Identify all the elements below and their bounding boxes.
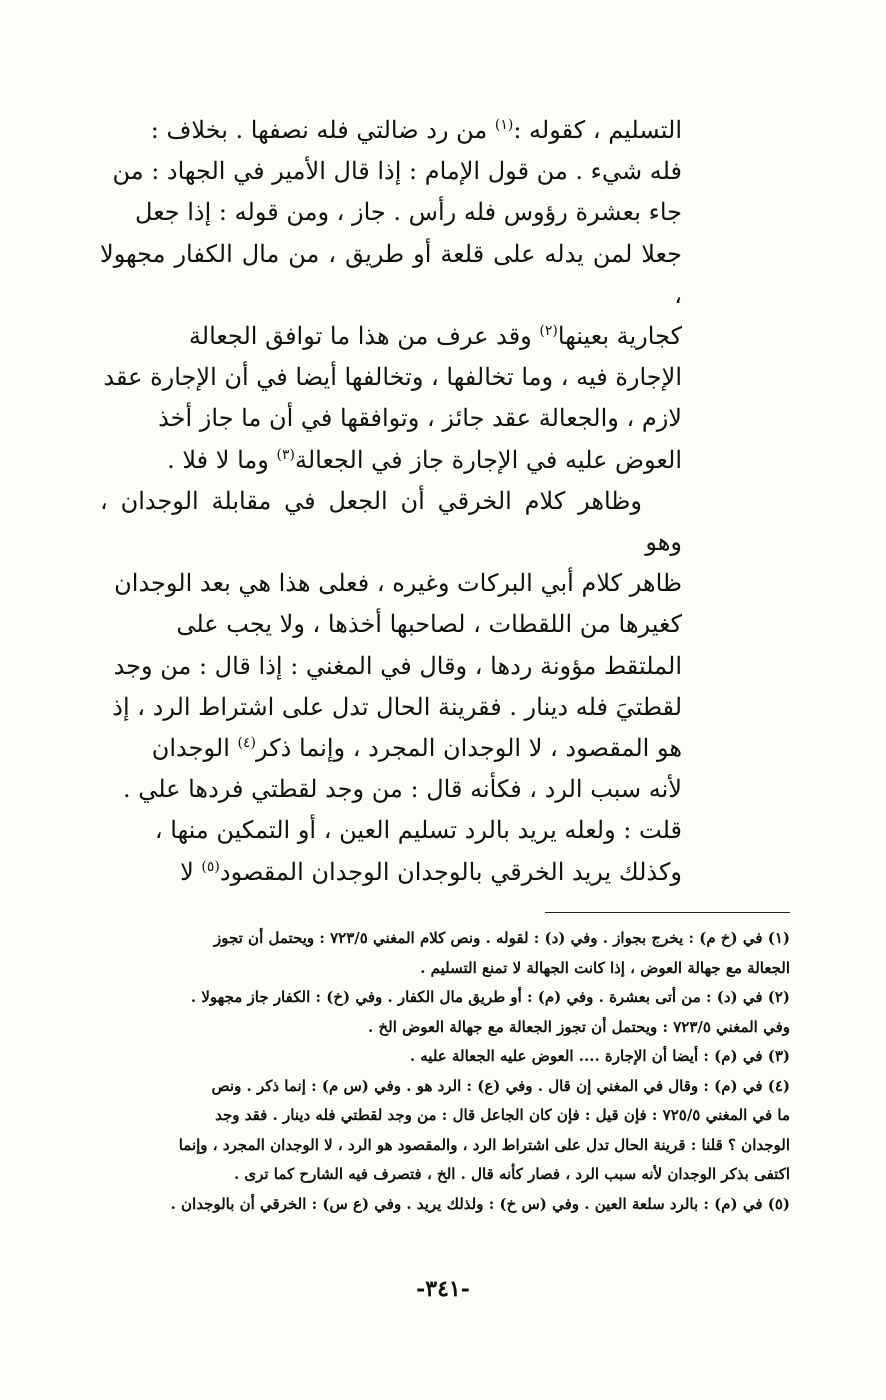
footnote-line: وفي المغني ٧٢٣/٥ : ويحتمل أن تجوز الجعالة مع جهالة العوض الخ . <box>368 1017 790 1036</box>
text-line: هو المقصود ، لا الوجدان المجرد ، وإنما ذكر$^{(٤)}$ الوجدان <box>151 734 682 763</box>
main-text <box>100 110 682 893</box>
footnote-separator <box>545 912 790 913</box>
footnotes <box>100 924 790 1219</box>
text-line: الملتقط مؤونة ردها ، وقال في المغني : إذا قال : من وجد <box>113 651 682 680</box>
text-line: العوض عليه في الإجارة جاز في الجعالة$^{(٣)}$ وما لا فلا . <box>167 445 682 474</box>
text-line: قلت : ولعله يريد بالرد تسليم العين ، أو التمكين منها ، <box>154 816 682 845</box>
text-line: لأنه سبب الرد ، فكأنه قال : من وجد لقطتي فردها علي . <box>122 775 682 804</box>
footnote-line: (٣) في (م) : أيضا أن الإجارة .... العوض عليه الجعالة عليه . <box>409 1047 790 1065</box>
footnote-marker[interactable]: (٥) <box>201 858 220 875</box>
footnote-line: (١) في (خ م) : يخرج بجواز . وفي (د) : لقوله . ونص كلام المغني ٧٢٣/٥ : ويحتمل أن تجوز <box>213 929 790 947</box>
text-line: لقطتيَ فله دينار . فقرينة الحال تدل على اشتراط الرد ، إذ <box>112 692 682 721</box>
text-line: فله شيء . من قول الإمام : إذا قال الأمير في الجهاد : من <box>112 157 682 186</box>
text-line: وكذلك يريد الخرقي بالوجدان الوجدان المقصود$^{(٥)}$ لا <box>180 857 682 886</box>
footnote-marker[interactable]: (١) <box>494 117 514 133</box>
footnote-line: اكتفى بذكر الوجدان لأنه سبب الرد ، فصار كأنه قال . الخ ، فتصرف فيه الشارح كما ترى . <box>233 1165 790 1183</box>
footnote-line: الوجدان ؟ قلنا : قرينة الحال تدل على اشتراط الرد ، والمقصود هو الرد ، لا الوجدان المجرد ، وإنما <box>178 1135 790 1154</box>
footnote-line: (٥) في (م) : بالرد سلعة العين . وفي (س خ) : ولذلك يريد . وفي (ع س) : الخرقي أن بالوجدان . <box>170 1194 790 1213</box>
text-line: كغيرها من اللقطات ، لصاحبها أخذها ، ولا يجب على <box>176 610 682 639</box>
footnote-marker[interactable]: (٤) <box>237 735 256 752</box>
footnote-marker[interactable]: (٢) <box>539 323 558 340</box>
text-line: وظاهر كلام الخرقي أن الجعل في مقابلة الوجدان ، وهو <box>100 486 682 557</box>
footnote-line: الجعالة مع جهالة العوض ، إذا كانت الجهالة لا تمنع التسليم . <box>420 958 790 977</box>
text-line: الإجارة فيه ، وما تخالفها ، وتخالفها أيضا في أن الإجارة عقد <box>103 363 682 392</box>
page-number: -٣٤١- <box>416 1276 470 1302</box>
text-line: كجارية بعينها$^{(٢)}$ وقد عرف من هذا ما توافق الجعالة <box>188 322 682 351</box>
text-line: جعلا لمن يدله على قلعة أو طريق ، من مال الكفار مجهولا ، <box>100 239 682 309</box>
footnote-line: (٢) في (د) : من أتى بعشرة . وفي (م) : أو طريق مال الكفار . وفي (خ) : الكفار جاز مجهولا . <box>190 988 790 1006</box>
footnote-line: ما في المغني ٧٢٥/٥ : فإن قيل : فإن كان الجاعل قال : من وجد لقطتي فله دينار . فقد وجد <box>215 1106 790 1124</box>
text-line: التسليم ، كقوله :$^{(١)}$ من رد ضالتي فله نصفها . بخلاف : <box>150 116 682 144</box>
footnote-marker[interactable]: (٣) <box>276 446 295 463</box>
text-line: جاء بعشرة رؤوس فله رأس . جاز ، ومن قوله : إذا جعل <box>135 198 682 227</box>
text-line: ظاهر كلام أبي البركات وغيره ، فعلى هذا هي بعد الوجدان <box>114 569 682 598</box>
text-line: لازم ، والجعالة عقد جائز ، وتوافقها في أن ما جاز أخذ <box>158 404 682 433</box>
footnote-line: (٤) في (م) : وقال في المغني إن قال . وفي (ع) : الرد هو . وفي (س م) : إنما ذكر . ونص <box>211 1076 790 1095</box>
